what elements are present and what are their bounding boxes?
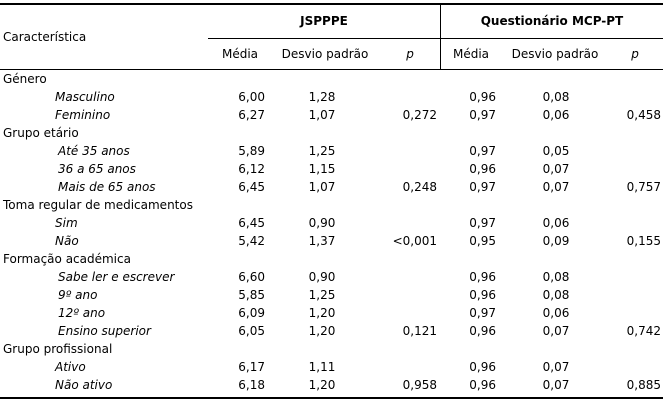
cell-d1: 1,25 <box>308 144 336 158</box>
cell-m1: 6,45 <box>238 180 265 194</box>
cell-d2: 0,09 <box>542 234 570 248</box>
cell-m1: 5,85 <box>238 288 265 302</box>
cell-m1: 6,60 <box>238 270 265 284</box>
cell-m2: 0,96 <box>469 288 496 302</box>
cell-p1: <0,001 <box>392 234 437 248</box>
cell-d1: 1,15 <box>308 162 336 176</box>
cell-m1: 6,45 <box>238 216 265 230</box>
cell-m2: 0,97 <box>469 180 496 194</box>
cell-p2: 0,458 <box>626 108 661 122</box>
cell-m1: 6,09 <box>238 306 265 320</box>
cell-m2: 0,97 <box>469 108 496 122</box>
subheader-p-2: p <box>631 47 639 61</box>
cell-d1: 0,90 <box>308 216 336 230</box>
cell-m2: 0,96 <box>469 90 496 104</box>
cell-m2: 0,96 <box>469 162 496 176</box>
cell-d2: 0,06 <box>542 306 570 320</box>
section-title: Formação académica <box>3 252 131 266</box>
section-title: Grupo profissional <box>3 342 113 356</box>
cell-d2: 0,05 <box>542 144 570 158</box>
section-title: Género <box>3 72 47 86</box>
row-label: Até 35 anos <box>58 144 130 158</box>
row-label: Sim <box>55 216 78 230</box>
cell-p2: 0,885 <box>626 378 661 392</box>
cell-m2: 0,97 <box>469 216 496 230</box>
cell-d1: 0,90 <box>308 270 336 284</box>
row-label: Sabe ler e escrever <box>58 270 175 284</box>
cell-m2: 0,97 <box>469 306 496 320</box>
cell-d2: 0,08 <box>542 90 570 104</box>
row-label: Masculino <box>55 90 115 104</box>
cell-d1: 1,20 <box>308 324 336 338</box>
subheader-media-1: Média <box>221 47 259 61</box>
cell-p1: 0,248 <box>402 180 437 194</box>
subheader-desvio-2: Desvio padrão <box>511 47 599 61</box>
subheader-media-2: Média <box>452 47 490 61</box>
cell-p1: 0,958 <box>402 378 437 392</box>
subheader-p-1: p <box>406 47 414 61</box>
cell-d2: 0,06 <box>542 216 570 230</box>
row-label: Não <box>55 234 79 248</box>
cell-d2: 0,06 <box>542 108 570 122</box>
cell-m1: 5,89 <box>238 144 265 158</box>
cell-d1: 1,20 <box>308 306 336 320</box>
cell-m1: 6,00 <box>238 90 265 104</box>
row-label: Ativo <box>55 360 86 374</box>
row-label: Ensino superior <box>58 324 151 338</box>
bottom-rule <box>0 397 663 399</box>
cell-p2: 0,155 <box>626 234 661 248</box>
subheader-divider <box>208 38 663 39</box>
cell-d2: 0,08 <box>542 288 570 302</box>
row-label: 36 a 65 anos <box>58 162 136 176</box>
top-rule <box>0 3 663 5</box>
cell-d1: 1,07 <box>308 108 336 122</box>
section-title: Grupo etário <box>3 126 79 140</box>
cell-d2: 0,07 <box>542 360 570 374</box>
cell-d2: 0,07 <box>542 378 570 392</box>
section-title: Toma regular de medicamentos <box>3 198 193 212</box>
cell-d2: 0,08 <box>542 270 570 284</box>
row-label: Não ativo <box>55 378 113 392</box>
cell-d1: 1,11 <box>308 360 336 374</box>
cell-m1: 6,27 <box>238 108 265 122</box>
header-bottom-rule <box>0 69 663 70</box>
cell-m2: 0,96 <box>469 270 496 284</box>
cell-d2: 0,07 <box>542 324 570 338</box>
cell-m2: 0,96 <box>469 324 496 338</box>
cell-d1: 1,37 <box>308 234 336 248</box>
cell-d2: 0,07 <box>542 162 570 176</box>
cell-m1: 5,42 <box>238 234 265 248</box>
cell-m2: 0,96 <box>469 378 496 392</box>
cell-m2: 0,95 <box>469 234 496 248</box>
cell-p2: 0,742 <box>626 324 661 338</box>
cell-m2: 0,97 <box>469 144 496 158</box>
row-label: Mais de 65 anos <box>58 180 156 194</box>
header-caracteristica: Característica <box>3 30 87 44</box>
header-group-jspppe: JSPPPE <box>300 14 348 28</box>
cell-d1: 1,07 <box>308 180 336 194</box>
cell-d1: 1,20 <box>308 378 336 392</box>
cell-d1: 1,28 <box>308 90 336 104</box>
cell-m1: 6,17 <box>238 360 265 374</box>
cell-p1: 0,272 <box>402 108 437 122</box>
row-label: 9º ano <box>58 288 98 302</box>
cell-p2: 0,757 <box>626 180 661 194</box>
row-label: 12º ano <box>58 306 106 320</box>
header-group-mcp: Questionário MCP-PT <box>480 14 624 28</box>
cell-p1: 0,121 <box>402 324 437 338</box>
cell-m1: 6,12 <box>238 162 265 176</box>
cell-d1: 1,25 <box>308 288 336 302</box>
cell-m1: 6,05 <box>238 324 265 338</box>
cell-m2: 0,96 <box>469 360 496 374</box>
subheader-desvio-1: Desvio padrão <box>281 47 369 61</box>
cell-d2: 0,07 <box>542 180 570 194</box>
row-label: Feminino <box>55 108 111 122</box>
cell-m1: 6,18 <box>238 378 265 392</box>
